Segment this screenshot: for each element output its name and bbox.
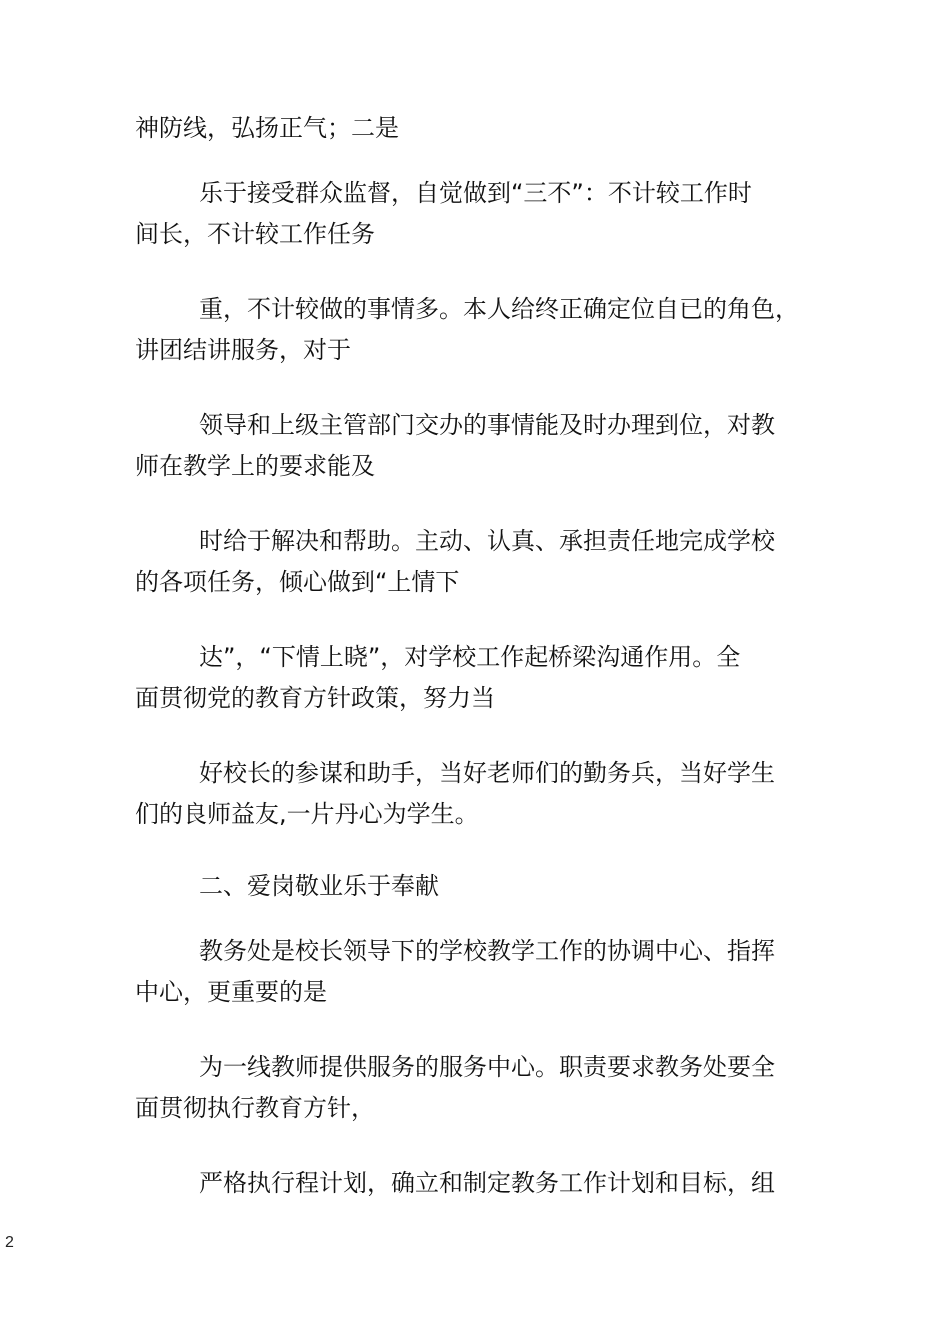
paragraph-line: 师在教学上的要求能及 <box>135 452 375 480</box>
paragraph-line: 为一线教师提供服务的服务中心。职责要求教务处要全 <box>199 1053 775 1081</box>
paragraph-2 <box>135 173 825 255</box>
paragraph-line: 达”，“下情上晓”，对学校工作起桥梁沟通作用。全 <box>199 643 741 671</box>
page-number: 2 <box>5 1234 14 1251</box>
paragraph-line: 乐于接受群众监督，自觉做到“三不”：不计较工作时 <box>199 179 752 207</box>
section-heading <box>135 866 825 907</box>
paragraph-line: 面贯彻执行教育方针， <box>135 1094 375 1122</box>
paragraph-line: 严格执行程计划，确立和制定教务工作计划和目标，组 <box>199 1169 775 1197</box>
paragraph-line: 教务处是校长领导下的学校教学工作的协调中心、指挥 <box>199 937 775 965</box>
paragraph-11 <box>135 1163 825 1204</box>
paragraph-line: 间长，不计较工作任务 <box>135 220 375 248</box>
paragraph-4 <box>135 405 825 487</box>
paragraph-line: 们的良师益友,一片丹心为学生。 <box>135 800 479 828</box>
paragraph-line: 的各项任务，倾心做到“上情下 <box>135 568 460 596</box>
paragraph-5 <box>135 521 825 603</box>
paragraph-line: 时给于解决和帮助。主动、认真、承担责任地完成学校 <box>199 527 775 555</box>
paragraph-line: 神防线，弘扬正气；二是 <box>135 114 399 142</box>
paragraph-10 <box>135 1047 825 1129</box>
paragraph-line: 讲团结讲服务，对于 <box>135 336 351 364</box>
paragraph-1 <box>135 108 825 149</box>
paragraph-line: 中心，更重要的是 <box>135 978 327 1006</box>
paragraph-6 <box>135 637 825 719</box>
paragraph-line: 好校长的参谋和助手，当好老师们的勤务兵，当好学生 <box>199 759 775 787</box>
paragraph-line: 领导和上级主管部门交办的事情能及时办理到位，对教 <box>199 411 775 439</box>
paragraph-9 <box>135 931 825 1013</box>
paragraph-line: 重，不计较做的事情多。本人给终正确定位自已的角色， <box>199 295 799 323</box>
paragraph-7 <box>135 753 825 835</box>
paragraph-line: 面贯彻党的教育方针政策，努力当 <box>135 684 495 712</box>
paragraph-line: 二、爱岗敬业乐于奉献 <box>199 872 439 900</box>
paragraph-3 <box>135 289 825 371</box>
